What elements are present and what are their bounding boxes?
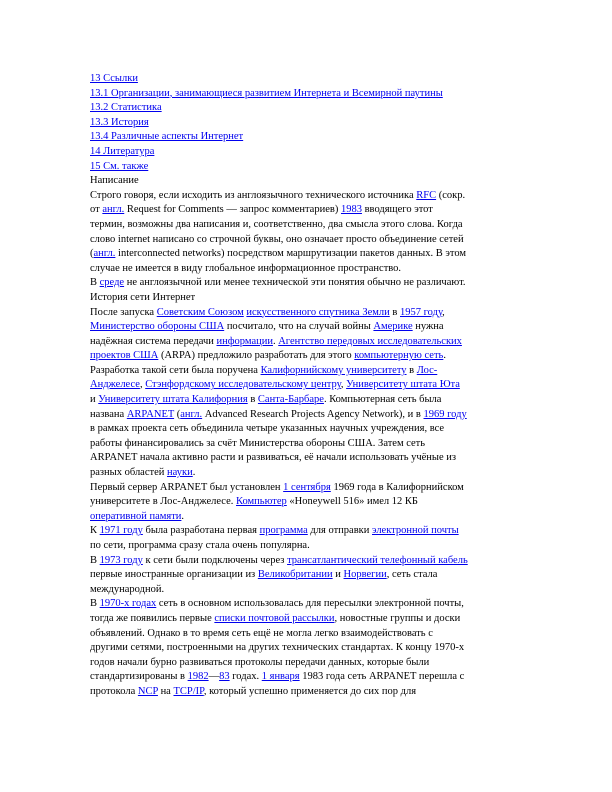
text: ( <box>90 248 94 260</box>
text: и <box>90 394 99 406</box>
paragraph-history-3 <box>90 524 522 553</box>
text-line <box>90 378 522 393</box>
text-line <box>90 335 522 350</box>
paragraph-history-4 <box>90 554 522 598</box>
text: посчитало, что на случай войны <box>224 321 374 333</box>
text: В <box>90 598 100 610</box>
text-line <box>90 685 522 700</box>
text-line <box>90 554 522 569</box>
text: Строго говоря, если исходить из англоязычного технического источника <box>90 189 417 201</box>
text-line <box>90 466 522 481</box>
text: для отправки <box>307 525 372 537</box>
text: стандартизированы в <box>90 671 188 683</box>
link-email[interactable]: электронной почты <box>372 525 459 537</box>
link-1970s[interactable]: 1970-х годах <box>99 598 157 610</box>
text: , который успешно применяется до сих пор для <box>203 685 417 697</box>
text: В <box>90 554 100 566</box>
section-heading-spelling: Написание <box>90 175 139 187</box>
text: , <box>340 379 347 391</box>
text-line <box>90 320 522 335</box>
link-computer-network[interactable]: компьютерную сеть <box>354 350 444 362</box>
text: , сеть стала <box>386 569 438 581</box>
text: первые иностранные организации из <box>90 569 258 581</box>
text: После запуска <box>90 306 157 318</box>
text: протокола <box>90 685 138 697</box>
text-line <box>90 393 522 408</box>
link-computer[interactable]: Компьютер <box>236 496 287 508</box>
toc-link[interactable]: 15 См. также <box>90 160 149 172</box>
text: сеть в основном использовалась для пересылки электронной почты, <box>156 598 464 610</box>
text: тогда же появились первые <box>90 612 215 624</box>
link-sreda[interactable]: среде <box>99 277 125 289</box>
paragraph-history-1 <box>90 306 522 481</box>
link-los-angeles[interactable]: Лос- <box>416 364 438 376</box>
text-line: международной. <box>90 583 165 595</box>
text: . <box>443 350 446 362</box>
link-dod[interactable]: Министерство обороны США <box>90 321 225 333</box>
paragraph-history-5 <box>90 597 522 699</box>
text: Разработка такой сети была поручена <box>90 364 261 376</box>
text-line: в рамках проекта сеть объединила четыре указанных научных учреждения, все <box>90 423 445 435</box>
text: 1969 года в Калифорнийском <box>330 481 464 493</box>
text: 1983 года сеть ARPANET перешла с <box>299 671 465 683</box>
text: в <box>247 394 258 406</box>
text: и <box>332 569 344 581</box>
link-angl[interactable]: англ. <box>180 408 203 420</box>
text-line <box>90 276 522 291</box>
text-line: ARPANET начала активно расти и развиваться, её начали использовать учёные из <box>90 452 457 464</box>
link-santa-barbara[interactable]: Санта-Барбаре <box>257 394 324 406</box>
link-ncp[interactable]: NCP <box>137 685 158 697</box>
text: вводящего этот <box>361 204 433 216</box>
link-ram[interactable]: оперативной памяти <box>90 510 182 522</box>
text-line: другими сетями, построенными на других технических стандартах. К концу 1970-х <box>90 642 465 654</box>
toc-link[interactable]: 13.2 Статистика <box>90 102 162 114</box>
link-information[interactable]: информации <box>216 335 273 347</box>
text: в <box>406 364 417 376</box>
text-line: термин, возможны два написания и, соответственно, два смысла этого слова. Когда <box>90 218 463 230</box>
toc-link[interactable]: 13 Ссылки <box>90 73 138 84</box>
table-of-contents <box>90 72 522 174</box>
link-los-angeles[interactable]: Анджелесе <box>90 379 140 391</box>
link-arpa[interactable]: Агентство передовых исследовательских <box>278 335 462 347</box>
text: . <box>272 335 279 347</box>
text: в <box>389 306 400 318</box>
text-line <box>90 247 522 262</box>
link-angl[interactable]: англ. <box>93 248 116 260</box>
link-january-1[interactable]: 1 января <box>261 671 300 683</box>
text: — <box>208 671 220 683</box>
text: Request for Comments — запрос комментариев) <box>124 204 341 216</box>
text: . <box>181 510 185 522</box>
link-arpa[interactable]: проектов США <box>90 350 159 362</box>
link-ucsb[interactable]: Университету штата Калифорния <box>98 394 248 406</box>
link-1983[interactable]: 1983 <box>340 204 362 216</box>
text-line: слово internet написано со строчной буквы, оно означает просто объединение сетей <box>90 233 464 245</box>
text-line <box>90 495 522 510</box>
link-norway[interactable]: Норвегии <box>343 569 387 581</box>
text-line <box>90 568 522 583</box>
text: от <box>90 204 103 216</box>
text: не англоязычной или менее технической эти понятия обычно не различают. <box>124 277 466 289</box>
text: университете в Лос-Анджелесе. <box>90 496 236 508</box>
link-soviet-union[interactable]: Советским Союзом <box>156 306 244 318</box>
text: . <box>192 467 196 479</box>
link-program[interactable]: программа <box>259 525 308 537</box>
text-line: случае не имеется в виду глобальное информационное пространство. <box>90 262 402 274</box>
text: . Компьютерная сеть была <box>323 394 442 406</box>
text: «Honeywell 516» имел 12 КБ <box>286 496 418 508</box>
text-line <box>90 481 522 496</box>
link-america[interactable]: Америке <box>373 321 413 333</box>
text: годах. <box>229 671 262 683</box>
text: названа <box>90 408 127 420</box>
text-line <box>90 597 522 612</box>
link-1957[interactable]: 1957 году <box>400 306 443 318</box>
text: к сети были подключены через <box>142 554 288 566</box>
text: ( <box>174 408 181 420</box>
link-sri[interactable]: Стэнфордскому исследовательскому центру <box>145 379 341 391</box>
text-line <box>90 670 522 685</box>
text: (сокр. <box>436 189 466 201</box>
link-1982[interactable]: 1982 <box>187 671 209 683</box>
text-line: по сети, программа сразу стала очень популярна. <box>90 540 310 551</box>
link-arpanet[interactable]: ARPANET <box>126 408 175 420</box>
text-line <box>90 189 522 204</box>
link-september-1[interactable]: 1 сентября <box>283 481 331 493</box>
link-83[interactable]: 83 <box>219 671 230 683</box>
text-line <box>90 306 522 321</box>
link-1971[interactable]: 1971 году <box>99 525 143 537</box>
text: , новостные группы и доски <box>334 612 461 624</box>
toc-link[interactable]: 13.1 Организации, занимающиеся развитием Интернета и Всемирной паутины <box>90 87 443 99</box>
link-1969[interactable]: 1969 году <box>423 408 467 420</box>
text: (ARPA) предложило разработать для этого <box>158 350 355 362</box>
link-science[interactable]: науки <box>167 467 193 479</box>
link-utah[interactable]: Университету штата Юта <box>346 379 460 391</box>
text: В <box>90 277 100 289</box>
text: , <box>442 306 445 318</box>
link-rfc[interactable]: RFC <box>416 189 437 201</box>
toc-link[interactable]: 14 Литература <box>90 145 155 157</box>
text-line: работы финансировались за счёт Министерства обороны США. Затем сеть <box>90 437 426 449</box>
text: К <box>90 525 100 537</box>
text-line: годов начали бурно развиваться протоколы передачи данных, которые были <box>90 656 430 668</box>
text: разных областей <box>90 467 167 479</box>
text-line <box>90 612 522 627</box>
text: была разработана первая <box>142 525 260 537</box>
text-line <box>90 349 522 364</box>
paragraph-spelling <box>90 189 522 291</box>
link-mailing-lists[interactable]: списки почтовой рассылки <box>214 612 335 624</box>
link-great-britain[interactable]: Великобритании <box>257 569 333 581</box>
text: на <box>157 685 174 697</box>
link-ucla-university[interactable]: Калифорнийскому университету <box>260 364 407 376</box>
link-1973[interactable]: 1973 году <box>99 554 143 566</box>
text: нужна <box>412 321 444 333</box>
section-heading-history: История сети Интернет <box>90 291 196 303</box>
text: interconnected networks) посредством маршрутизации пакетов данных. В этом <box>115 248 467 260</box>
document-body <box>90 72 522 700</box>
paragraph-history-2 <box>90 481 522 525</box>
link-angl[interactable]: англ. <box>102 204 125 216</box>
text: Первый сервер ARPANET был установлен <box>90 481 284 493</box>
text: , <box>139 379 146 391</box>
text-line <box>90 203 522 218</box>
toc-link[interactable]: 13.4 Различные аспекты Интернет <box>90 131 244 143</box>
toc-link[interactable]: 13.3 История <box>90 116 149 128</box>
text-line <box>90 408 522 423</box>
text: надёжная система передачи <box>90 335 217 347</box>
text-line <box>90 510 522 525</box>
text-line <box>90 364 522 379</box>
link-transatlantic-cable[interactable]: трансатлантический телефонный кабель <box>287 554 468 566</box>
text: Advanced Research Projects Agency Network), и в <box>202 408 424 420</box>
link-satellite[interactable]: искусственного спутника Земли <box>246 306 390 318</box>
text-line <box>90 524 522 539</box>
link-tcp-ip[interactable]: TCP/IP <box>173 685 204 697</box>
text-line: объявлений. Однако в то время сеть ещё не могла легко взаимодействовать с <box>90 627 433 639</box>
